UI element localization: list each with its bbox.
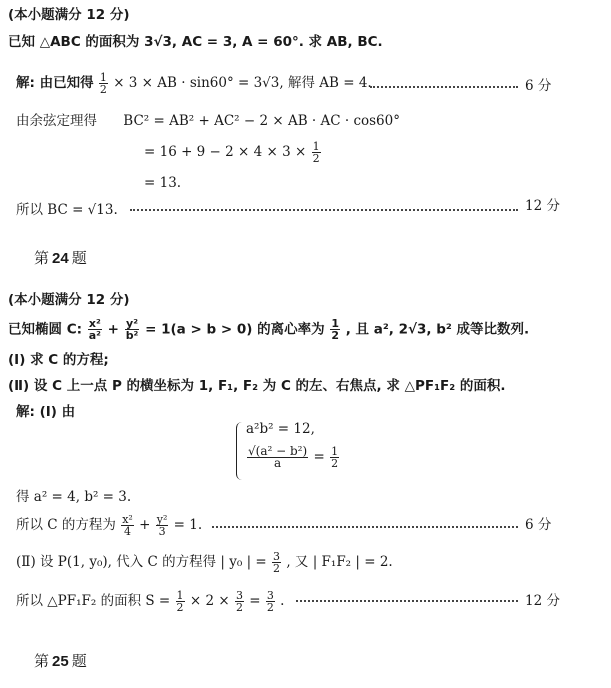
score-dots xyxy=(370,86,518,88)
fraction-y2-3: $\frac{\text{y²}}{3}$ xyxy=(156,513,168,538)
fraction-y2-b2: $\frac{\text{y²}}{\text{b²}}$ xyxy=(125,317,139,342)
p24-header: (本小题满分 12 分) xyxy=(8,7,130,23)
score-dots xyxy=(296,600,518,602)
fraction-one-half: $\frac{1}{2}$ xyxy=(99,71,107,96)
fraction-x2-4: $\frac{\text{x²}}{4}$ xyxy=(122,513,133,538)
p24-problem-statement: 已知 △ABC 的面积为 3√3, AC = 3, A = 60°. 求 AB, BC. xyxy=(8,34,383,50)
fraction-3-2: $\frac{3}{2}$ xyxy=(266,589,274,614)
p24-solution-line-3: = 16 + 9 − 2 × 4 × 3 × $\frac{1}{2}$ xyxy=(144,140,320,165)
question-label-24: 第 24 题 xyxy=(34,249,87,267)
fraction-one-half: $\frac{1}{2}$ xyxy=(331,445,339,470)
fraction-one-half: $\frac{1}{2}$ xyxy=(331,317,339,342)
p25-part-2: (Ⅱ) 设 C 上一点 P 的横坐标为 1, F₁, F₂ 为 C 的左、右焦点, 求 △PF₁F₂ 的面积. xyxy=(8,378,506,394)
question-label-25: 第 25 题 xyxy=(34,652,87,670)
solution-label: 解: 由已知得 xyxy=(16,75,94,91)
p24-solution-line-5: 所以 BC = √13. xyxy=(16,202,118,218)
p25-score-12: 12 分 xyxy=(525,593,560,609)
system-brace xyxy=(236,422,244,480)
p24-score-6: 6 分 xyxy=(525,78,552,94)
score-dots xyxy=(212,526,518,528)
fraction-sqrt-over-a: $\frac{\text{√(a² − b²)}}{a}$ xyxy=(248,444,308,470)
p24-area-equation: × 3 × AB · sin60° = 3√3, 解得 AB = 4. xyxy=(113,75,372,91)
p25-solution-intro: 解: (Ⅰ) 由 xyxy=(16,404,76,420)
fraction-3-2: $\frac{3}{2}$ xyxy=(235,589,243,614)
fraction-one-half: $\frac{1}{2}$ xyxy=(312,140,320,165)
p25-part-1: (Ⅰ) 求 C 的方程; xyxy=(8,352,109,368)
score-dots xyxy=(130,209,518,211)
p24-solution-line-2: 由余弦定理得 BC² = AB² + AC² − 2 × AB · AC · cos60° xyxy=(16,113,400,129)
p25-solution-area: 所以 △PF₁F₂ 的面积 S = $\frac{1}{2}$ × 2 × $\frac{3}{2}$ = $\frac{3}{2}$ . xyxy=(16,589,285,614)
p25-score-6: 6 分 xyxy=(525,517,552,533)
system-eq-1: a²b² = 12, xyxy=(246,421,315,437)
system-eq-2: $\frac{\text{√(a² − b²)}}{a}$ = $\frac{1}{2}$ xyxy=(248,444,339,470)
p25-problem-statement: 已知椭圆 C: $\frac{\text{x²}}{\text{a²}}$ + $\frac{\text{y²}}{\text{b²}}$ = 1(a > b > 0) 的离心率为 $\frac{1}{2}$ , 且 a², 2√3, b² 成等比数列. xyxy=(8,317,530,342)
p24-solution-line-1 xyxy=(16,72,372,95)
p25-solution-ab: 得 a² = 4, b² = 3. xyxy=(16,489,132,505)
fraction-1-2: $\frac{1}{2}$ xyxy=(176,589,184,614)
p24-solution-line-4: = 13. xyxy=(144,175,182,191)
fraction-3-2: $\frac{3}{2}$ xyxy=(273,550,281,575)
p25-solution-part2: (Ⅱ) 设 P(1, y₀), 代入 C 的方程得 | y₀ | = $\frac{3}{2}$ , 又 | F₁F₂ | = 2. xyxy=(16,550,393,575)
p25-solution-equation: 所以 C 的方程为 $\frac{\text{x²}}{4}$ + $\frac{\text{y²}}{3}$ = 1. xyxy=(16,513,203,538)
cosine-law-equation: BC² = AB² + AC² − 2 × AB · AC · cos60° xyxy=(123,113,400,129)
p24-score-12: 12 分 xyxy=(525,198,560,214)
fraction-x2-a2: $\frac{\text{x²}}{\text{a²}}$ xyxy=(88,317,101,342)
p25-header: (本小题满分 12 分) xyxy=(8,292,130,308)
